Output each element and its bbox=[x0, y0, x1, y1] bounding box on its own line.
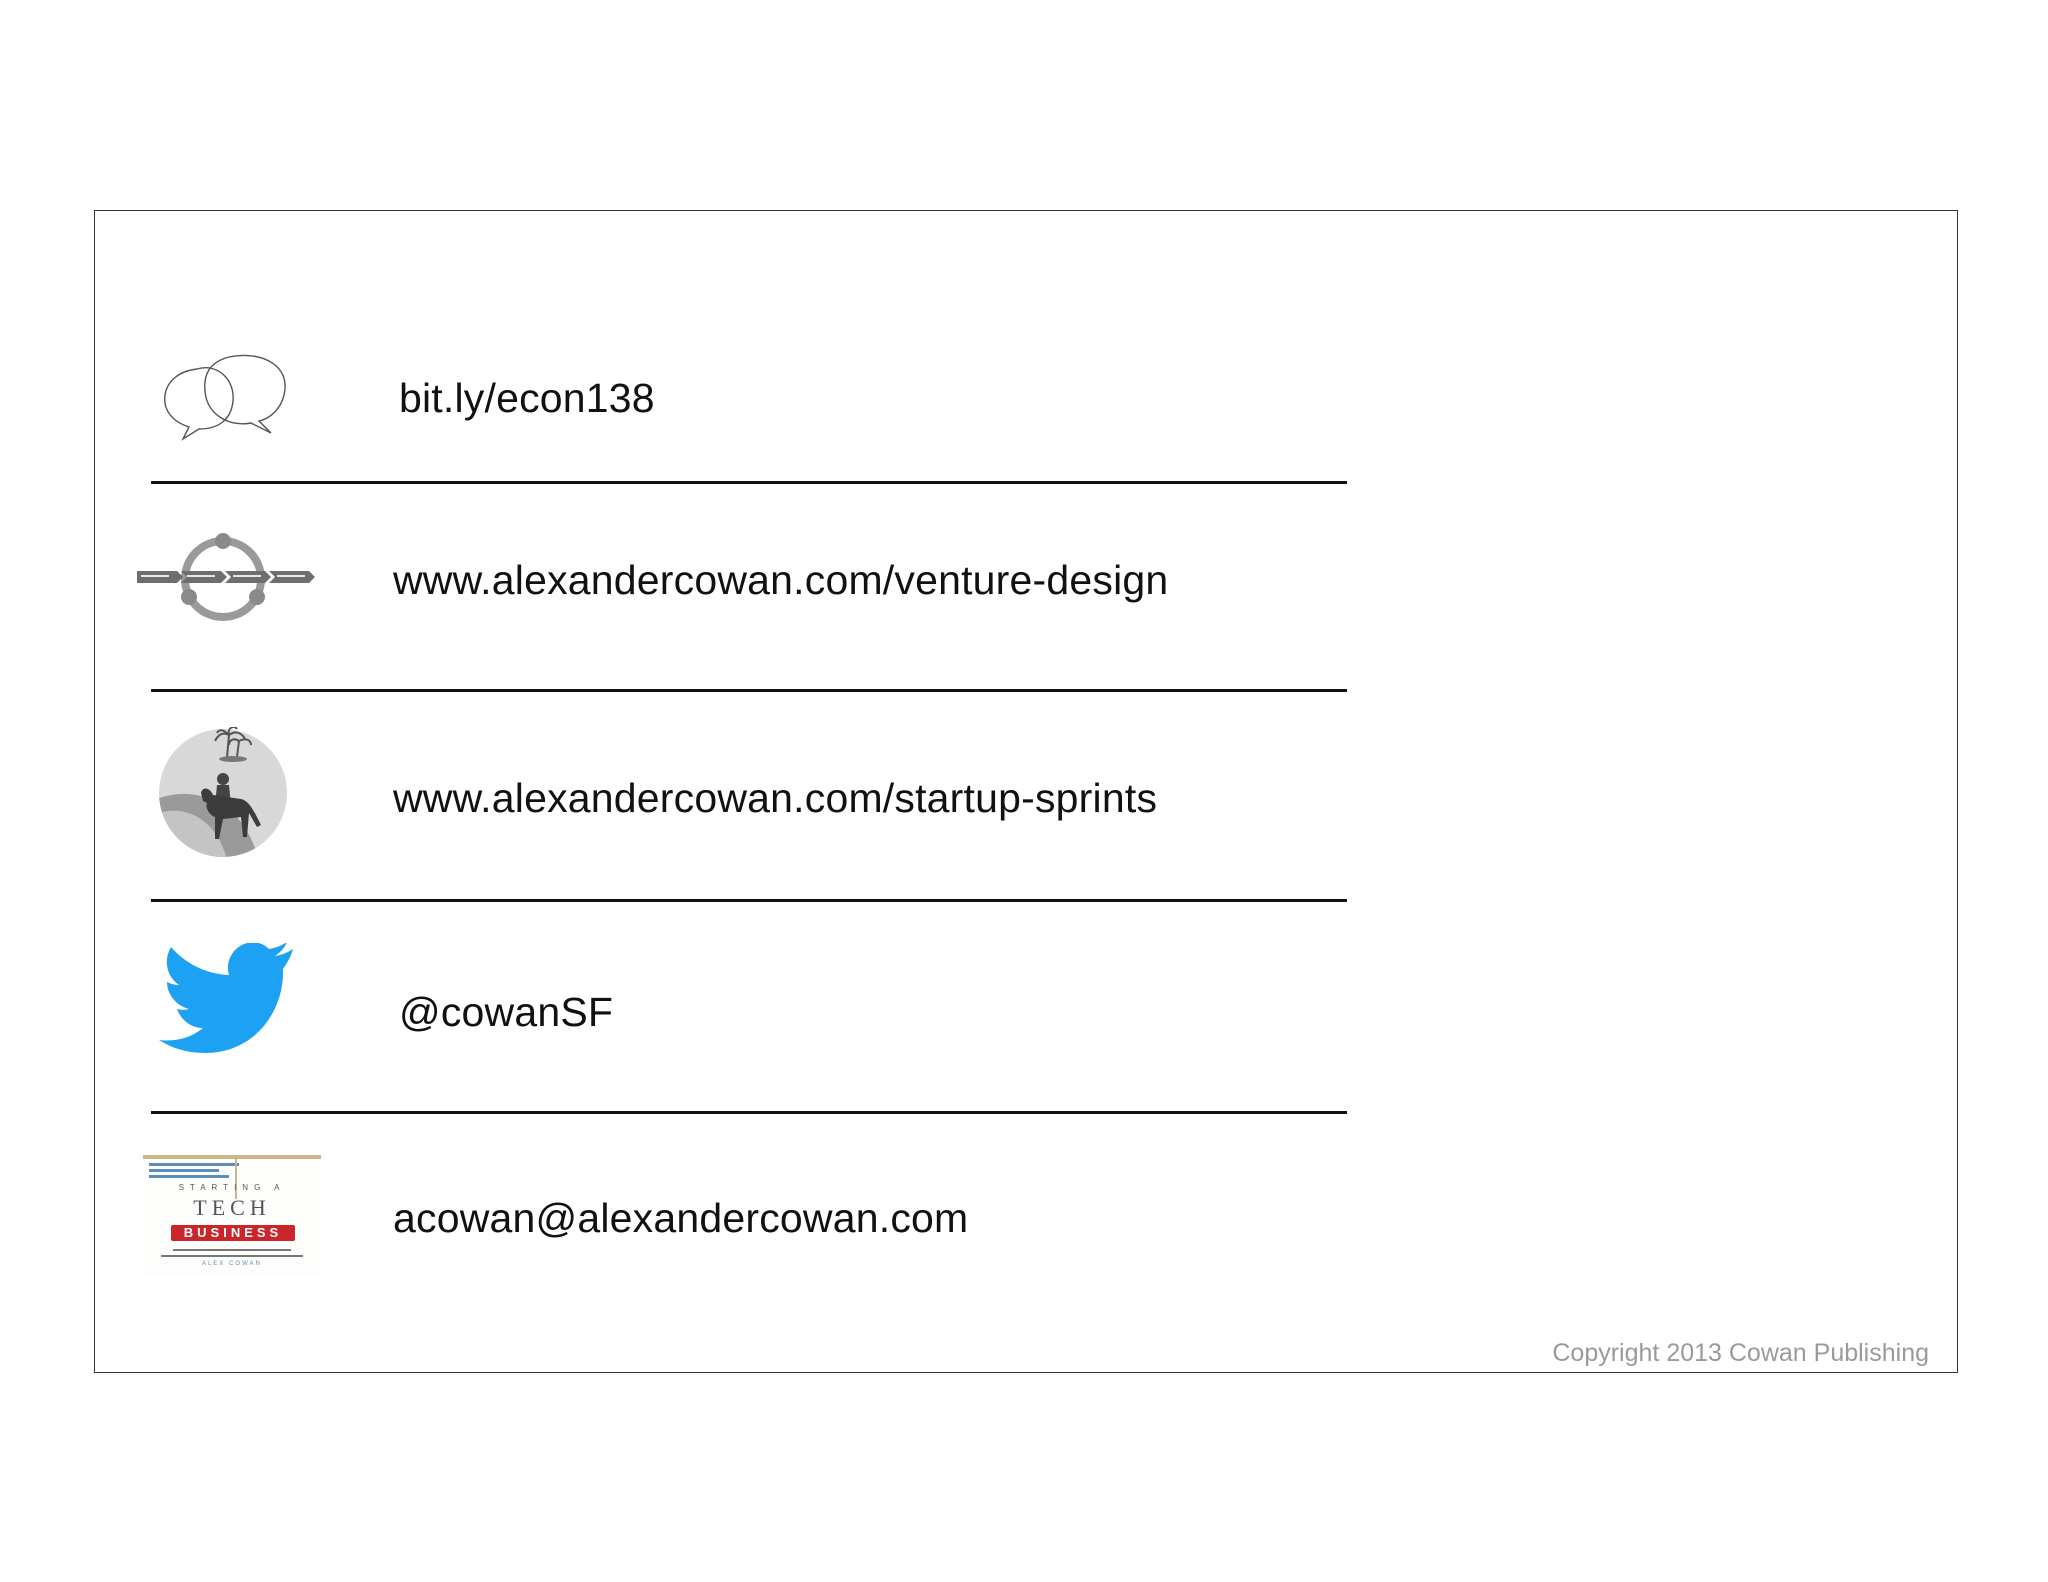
divider-4 bbox=[151, 1111, 1347, 1114]
link-row-econ bbox=[151, 351, 1347, 481]
divider-1 bbox=[151, 481, 1347, 484]
book-blurb bbox=[149, 1163, 239, 1166]
book-blurb bbox=[149, 1169, 219, 1172]
book-title-tech: TECH bbox=[193, 1195, 271, 1220]
book-author: ALEX COWAN bbox=[202, 1261, 262, 1267]
book-subtitle bbox=[161, 1255, 303, 1257]
horse-rider-island-icon bbox=[157, 727, 289, 859]
link-row-startup-sprints bbox=[151, 727, 1347, 867]
book-title-small: STARTING A bbox=[178, 1183, 286, 1192]
book-hanging-line bbox=[235, 1159, 237, 1199]
twitter-bird-icon bbox=[159, 943, 295, 1053]
book-title-business: BUSINESS bbox=[171, 1225, 295, 1241]
book-cover-icon bbox=[143, 1155, 321, 1277]
book-top-band bbox=[143, 1155, 321, 1159]
book-blurb bbox=[149, 1175, 229, 1178]
divider-2 bbox=[151, 689, 1347, 692]
venture-design-cycle-icon bbox=[137, 531, 317, 631]
link-text-email[interactable]: acowan@alexandercowan.com bbox=[393, 1195, 969, 1241]
speech-bubbles-icon bbox=[159, 351, 289, 451]
link-row-venture-design bbox=[151, 531, 1347, 661]
book-subtitle bbox=[173, 1249, 291, 1251]
link-row-email bbox=[151, 1155, 1347, 1281]
divider-3 bbox=[151, 899, 1347, 902]
copyright-text: Copyright 2013 Cowan Publishing bbox=[1552, 1339, 1929, 1367]
link-text-econ[interactable]: bit.ly/econ138 bbox=[399, 375, 655, 421]
link-text-startup-sprints[interactable]: www.alexandercowan.com/startup-sprints bbox=[393, 775, 1158, 821]
link-row-twitter bbox=[151, 943, 1347, 1063]
slide bbox=[94, 210, 1958, 1373]
link-text-venture-design[interactable]: www.alexandercowan.com/venture-design bbox=[393, 557, 1169, 603]
link-text-twitter[interactable]: @cowanSF bbox=[399, 989, 614, 1035]
